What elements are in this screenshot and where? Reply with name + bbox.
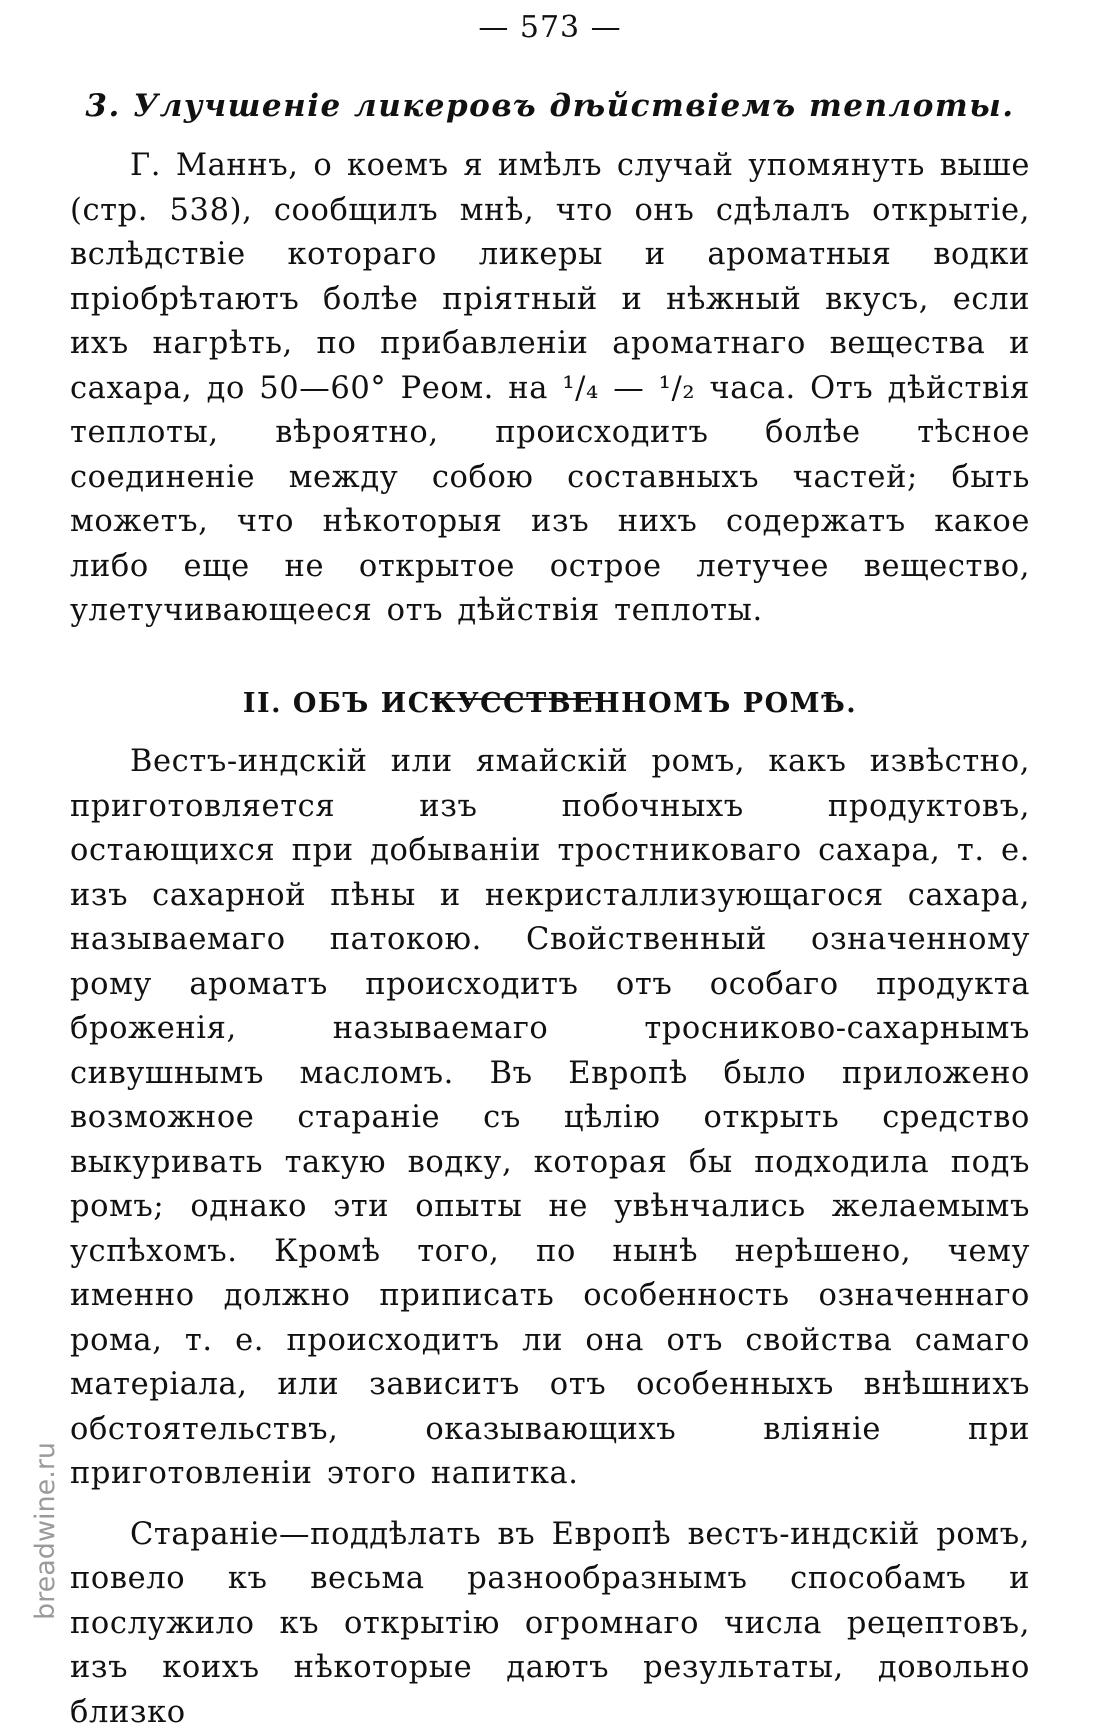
page-number: — 573 —: [0, 10, 1100, 45]
paragraph: Г. Маннъ, о коемъ я имѣлъ случай упомянуть выше (стр. 538), сообщилъ мнѣ, что онъ сдѣлалъ открытіе, вслѣдствіе котораго ликеры и ароматныя водки пріобрѣтаютъ болѣе пріятный и нѣжный вкусъ, если ихъ нагрѣть, по прибавленіи ароматнаго вещества и сахара, до 50—60° Реом. на ¹/₄ — ¹/₂ часа. Отъ дѣйствія теплоты, вѣроятно, происходитъ болѣе тѣсное соединеніе между собою составныхъ частей; быть можетъ, что нѣкоторыя изъ нихъ содержатъ какое либо еще не открытое острое летучее вещество, улетучивающееся отъ дѣйствія теплоты.: [70, 144, 1030, 634]
section-3: [70, 88, 1030, 634]
watermark: breadwine.ru: [30, 1442, 61, 1620]
paragraph: Стараніе—поддѣлать въ Европѣ вестъ-индскій ромъ, повело къ весьма разнообразнымъ способамъ и послужило къ открытію огромнаго числа рецептовъ, изъ коихъ нѣкоторые даютъ результаты, довольно близко: [70, 1513, 1030, 1735]
paragraph: Вестъ-индскій или ямайскій ромъ, какъ извѣстно, приготовляется изъ побочныхъ продуктовъ, остающихся при добываніи тростниковаго сахара, т. е. изъ сахарной пѣны и некристаллизующагося сахара, называемаго патокою. Свойственный означенному рому ароматъ происходитъ отъ особаго продукта броженія, называемаго тросниково-сахарнымъ сивушнымъ масломъ. Въ Европѣ было приложено возможное стараніе съ цѣлію открыть средство выкуривать такую водку, которая бы подходила подъ ромъ; однако эти опыты не увѣнчались желаемымъ успѣхомъ. Кромѣ того, по нынѣ нерѣшено, чему именно должно приписать особенность означеннаго рома, т. е. происходитъ ли она отъ свойства самаго матеріала, или зависитъ отъ особенныхъ внѣшнихъ обстоятельствъ, оказывающихъ вліяніе при приготовленіи этого напитка.: [70, 740, 1030, 1497]
section-II: [70, 688, 1030, 719]
section-II-body: [70, 740, 1030, 1735]
section-heading: II. ОБЪ ИСКУССТВЕННОМЪ РОМѢ.: [70, 688, 1030, 719]
section-heading: 3. Улучшеніе ликеровъ дѣйствіемъ теплоты.: [70, 88, 1030, 124]
